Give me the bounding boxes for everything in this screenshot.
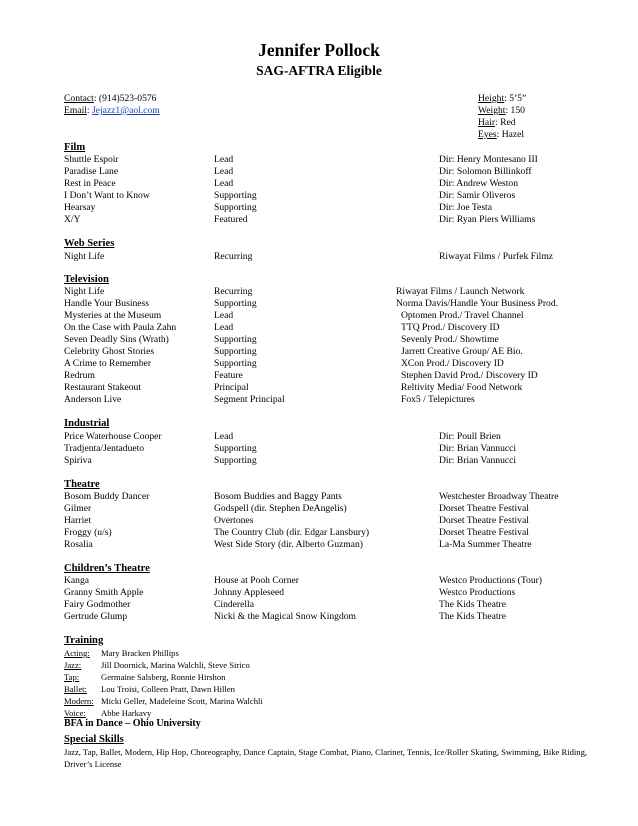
credit-venue: Westchester Broadway Theatre [439, 491, 559, 502]
credit-role: Night Life [64, 286, 105, 297]
credit-show: Nicki & the Magical Snow Kingdom [214, 611, 357, 622]
credit-producer: Riwayat Films / Launch Network [396, 286, 525, 297]
credit-role: Spiriva [64, 455, 92, 466]
credit-show: Johnny Appleseed [214, 587, 285, 598]
credit-producer: Stephen David Prod./ Discovery ID [401, 370, 538, 381]
credit-show: House at Pooh Corner [214, 575, 299, 586]
credit-director: Dir: Ryan Piers Williams [439, 214, 536, 225]
credit-part: Supporting [214, 190, 257, 201]
credit-part: Supporting [214, 334, 257, 345]
credit-part: Principal [214, 382, 249, 393]
weight-line [478, 105, 525, 117]
email-label: Email [64, 105, 87, 116]
credit-part: Recurring [214, 286, 253, 297]
credit-producer: Norma Davis/Handle Your Business Prod. [396, 298, 559, 309]
training-heading: Training [64, 635, 104, 646]
hair-line [478, 117, 516, 129]
credit-director: Dir: Poull Brien [439, 431, 501, 442]
training-discipline: Acting: [64, 648, 90, 658]
credit-role: Froggy (u/s) [64, 527, 112, 538]
credit-producer: TTQ Prod./ Discovery ID [401, 322, 500, 333]
industrial-heading: Industrial [64, 418, 110, 429]
credit-director: Dir: Henry Montesano III [439, 154, 538, 165]
credit-part: Supporting [214, 298, 257, 309]
training-teachers: Abbe Harkavy [101, 708, 152, 718]
credit-producer: XCon Prod./ Discovery ID [401, 358, 504, 369]
training-teachers: Micki Geller, Madeleine Scott, Marina Walchli [101, 696, 263, 706]
theatre-heading: Theatre [64, 479, 100, 490]
height-line [478, 93, 526, 105]
credit-show: West Side Story (dir. Alberto Guzman) [214, 539, 363, 550]
credit-venue: The Kids Theatre [439, 611, 506, 622]
eyes-label: Eyes [478, 129, 497, 140]
credit-venue: Westco Productions [439, 587, 516, 598]
credit-role: Rest in Peace [64, 178, 116, 189]
credit-show: Cinderella [214, 599, 254, 610]
web-series-heading: Web Series [64, 238, 115, 249]
special-skills-text: Jazz, Tap, Ballet, Modern, Hip Hop, Choreography, Dance Captain, Stage Combat, Piano, Clarinet, Tennis, Ice/Roller Skating, Swimming, Bike Riding, Driver’s License [64, 747, 588, 769]
credit-role: A Crime to Remember [64, 358, 152, 369]
credit-part: Lead [214, 154, 234, 165]
training-teachers: Germaine Salsberg, Ronnie Hirshon [101, 672, 226, 682]
credit-show: Godspell (dir. Stephen DeAngelis) [214, 503, 347, 514]
credit-show: Overtones [214, 515, 254, 526]
credit-role: Night Life [64, 251, 105, 262]
credit-part: Recurring [214, 251, 253, 262]
eyes-value: : Hazel [496, 129, 525, 140]
childrens-theatre-heading: Children’s Theatre [64, 563, 150, 574]
credit-producer: Fox5 / Telepictures [401, 394, 475, 405]
credit-venue: Westco Productions (Tour) [439, 575, 543, 586]
training-teachers: Mary Bracken Phillips [101, 648, 179, 658]
credit-venue: La-Ma Summer Theatre [439, 539, 532, 550]
eyes-line [478, 129, 524, 141]
credit-role: Tradjenta/Jentadueto [64, 443, 145, 454]
credit-part: Lead [214, 322, 234, 333]
contact-label: Contact [64, 93, 94, 104]
credit-role: Celebrity Ghost Stories [64, 346, 155, 357]
credit-role: Redrum [64, 370, 95, 381]
credit-role: X/Y [64, 214, 81, 225]
training-discipline: Ballet: [64, 684, 87, 694]
credit-producer: Jarrett Creative Group/ AE Bio. [401, 346, 523, 357]
weight-label: Weight [478, 105, 506, 116]
email-line [64, 105, 160, 117]
resume-name: Jennifer Pollock [258, 40, 380, 60]
training-discipline: Jazz: [64, 660, 82, 670]
union-status: SAG-AFTRA Eligible [256, 63, 382, 78]
credit-director: Dir: Solomon Billinkoff [439, 166, 532, 177]
credit-producer: Sevenly Prod./ Showtime [401, 334, 499, 345]
credit-part: Lead [214, 310, 234, 321]
credit-director: Dir: Joe Testa [439, 202, 492, 213]
credit-producer: Optomen Prod./ Travel Channel [401, 310, 524, 321]
credit-part: Supporting [214, 358, 257, 369]
credit-role: Mysteries at the Museum [64, 310, 162, 321]
credit-part: Lead [214, 431, 234, 442]
degree: BFA in Dance – Ohio University [64, 718, 201, 729]
training-teachers: Lou Troisi, Colleen Pratt, Dawn Hillen [101, 684, 235, 694]
credit-director: Dir: Brian Vannucci [439, 455, 517, 466]
credit-part: Supporting [214, 455, 257, 466]
credit-role: Price Waterhouse Cooper [64, 431, 162, 442]
credit-part: Segment Principal [214, 394, 285, 405]
training-discipline: Voice: [64, 708, 86, 718]
email-sep: : [86, 105, 92, 116]
credit-role: Restaurant Stakeout [64, 382, 141, 393]
film-heading: Film [64, 142, 86, 153]
credit-role: Kanga [64, 575, 90, 586]
hair-value: : Red [495, 117, 516, 128]
credit-producer: Reltivity Media/ Food Network [401, 382, 523, 393]
credit-part: Supporting [214, 202, 257, 213]
credit-producer: Riwayat Films / Purfek Filmz [439, 251, 554, 262]
credit-role: Gertrude Glump [64, 611, 128, 622]
special-skills-heading: Special Skills [64, 734, 124, 745]
credit-role: Rosalia [64, 539, 93, 550]
credit-role: Harriet [64, 515, 92, 526]
height-value: : 5’5” [504, 93, 527, 104]
training-teachers: Jill Doornick, Marina Walchli, Steve Sirico [101, 660, 250, 670]
credit-role: Gilmer [64, 503, 92, 514]
television-heading: Television [64, 274, 109, 285]
credit-part: Featured [214, 214, 248, 225]
credit-venue: Dorset Theatre Festival [439, 503, 529, 514]
credit-director: Dir: Samir Oliveros [439, 190, 516, 201]
credit-part: Supporting [214, 443, 257, 454]
credit-director: Dir: Brian Vannucci [439, 443, 517, 454]
credit-role: Bosom Buddy Dancer [64, 491, 150, 502]
credit-part: Lead [214, 178, 234, 189]
credit-role: Fairy Godmother [64, 599, 131, 610]
credit-venue: Dorset Theatre Festival [439, 515, 529, 526]
height-label: Height [478, 93, 505, 104]
credit-show: Bosom Buddies and Baggy Pants [214, 491, 342, 502]
credit-role: Granny Smith Apple [64, 587, 144, 598]
credit-director: Dir: Andrew Weston [439, 178, 518, 189]
email-link[interactable]: Jejazz1@aol.com [92, 105, 160, 116]
credit-part: Feature [214, 370, 243, 381]
credit-part: Lead [214, 166, 234, 177]
credit-role: Hearsay [64, 202, 96, 213]
credit-part: Supporting [214, 346, 257, 357]
credit-venue: Dorset Theatre Festival [439, 527, 529, 538]
credit-role: Paradise Lane [64, 166, 119, 177]
credit-role: Shuttle Espoir [64, 154, 119, 165]
credit-role: I Don’t Want to Know [64, 190, 150, 201]
credit-role: On the Case with Paula Zahn [64, 322, 177, 333]
credit-venue: The Kids Theatre [439, 599, 506, 610]
credit-show: The Country Club (dir. Edgar Lansbury) [214, 527, 370, 538]
credit-role: Anderson Live [64, 394, 122, 405]
weight-value: : 150 [505, 105, 525, 116]
training-discipline: Tap: [64, 672, 80, 682]
credit-role: Seven Deadly Sins (Wrath) [64, 334, 169, 345]
hair-label: Hair [478, 117, 496, 128]
contact-line [64, 93, 156, 105]
training-discipline: Modern: [64, 696, 94, 706]
credit-role: Handle Your Business [64, 298, 150, 309]
phone-number: : (914)523-0576 [93, 93, 157, 104]
